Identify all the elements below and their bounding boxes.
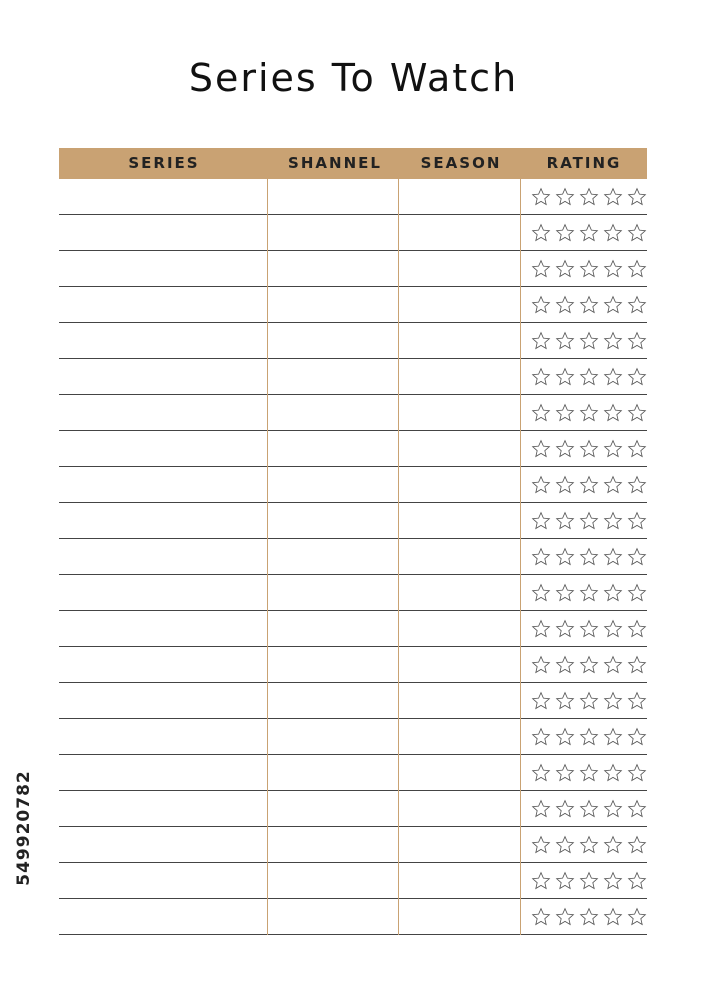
star-icon[interactable]: [627, 295, 647, 315]
star-icon[interactable]: [555, 367, 575, 387]
star-icon[interactable]: [627, 907, 647, 927]
watermark-id: 549920782: [14, 770, 34, 886]
table-body: [59, 179, 647, 935]
star-icon[interactable]: [627, 403, 647, 423]
star-icon[interactable]: [579, 727, 599, 747]
star-icon[interactable]: [579, 871, 599, 891]
table-row: [59, 863, 647, 899]
star-icon[interactable]: [579, 763, 599, 783]
star-icon[interactable]: [531, 223, 551, 243]
star-icon[interactable]: [579, 403, 599, 423]
star-icon[interactable]: [555, 799, 575, 819]
star-icon[interactable]: [531, 367, 551, 387]
table-row: [59, 215, 647, 251]
table-row: [59, 683, 647, 719]
star-icon[interactable]: [627, 475, 647, 495]
star-icon[interactable]: [555, 619, 575, 639]
table-row: [59, 899, 647, 935]
star-icon[interactable]: [555, 511, 575, 531]
star-icon[interactable]: [603, 547, 623, 567]
star-icon[interactable]: [555, 187, 575, 207]
star-icon[interactable]: [579, 295, 599, 315]
star-icon[interactable]: [579, 475, 599, 495]
star-icon[interactable]: [555, 547, 575, 567]
star-icon[interactable]: [603, 367, 623, 387]
table-row: [59, 359, 647, 395]
star-rating[interactable]: [531, 871, 647, 891]
star-icon[interactable]: [579, 547, 599, 567]
star-rating[interactable]: [531, 439, 647, 459]
star-rating[interactable]: [531, 835, 647, 855]
star-icon[interactable]: [627, 691, 647, 711]
star-icon[interactable]: [531, 511, 551, 531]
star-icon[interactable]: [555, 907, 575, 927]
star-icon[interactable]: [603, 619, 623, 639]
star-rating[interactable]: [531, 259, 647, 279]
star-rating[interactable]: [531, 511, 647, 531]
star-icon[interactable]: [603, 655, 623, 675]
star-rating[interactable]: [531, 295, 647, 315]
table-row: [59, 647, 647, 683]
series-table: [59, 148, 647, 935]
star-icon[interactable]: [531, 871, 551, 891]
star-icon[interactable]: [579, 367, 599, 387]
table-row: [59, 791, 647, 827]
star-icon[interactable]: [627, 655, 647, 675]
table-row: [59, 323, 647, 359]
table-row: [59, 611, 647, 647]
star-icon[interactable]: [603, 187, 623, 207]
star-icon[interactable]: [531, 763, 551, 783]
star-icon[interactable]: [579, 835, 599, 855]
star-icon[interactable]: [531, 835, 551, 855]
star-icon[interactable]: [579, 331, 599, 351]
header-rating: RATING: [546, 154, 622, 172]
star-icon[interactable]: [603, 727, 623, 747]
star-icon[interactable]: [555, 295, 575, 315]
star-icon[interactable]: [531, 691, 551, 711]
star-icon[interactable]: [531, 439, 551, 459]
star-icon[interactable]: [555, 727, 575, 747]
star-icon[interactable]: [531, 475, 551, 495]
star-icon[interactable]: [531, 907, 551, 927]
star-icon[interactable]: [531, 295, 551, 315]
star-icon[interactable]: [603, 907, 623, 927]
star-icon[interactable]: [579, 583, 599, 603]
star-icon[interactable]: [603, 511, 623, 531]
table-row: [59, 287, 647, 323]
star-icon[interactable]: [579, 259, 599, 279]
star-rating[interactable]: [531, 655, 647, 675]
star-icon[interactable]: [603, 583, 623, 603]
star-icon[interactable]: [531, 655, 551, 675]
star-rating[interactable]: [531, 763, 647, 783]
page-title: Series To Watch: [188, 56, 519, 100]
star-rating[interactable]: [531, 691, 647, 711]
star-icon[interactable]: [531, 259, 551, 279]
star-icon[interactable]: [531, 727, 551, 747]
star-icon[interactable]: [627, 439, 647, 459]
star-icon[interactable]: [627, 835, 647, 855]
star-icon[interactable]: [627, 511, 647, 531]
star-icon[interactable]: [627, 799, 647, 819]
star-icon[interactable]: [627, 367, 647, 387]
star-icon[interactable]: [555, 763, 575, 783]
star-icon[interactable]: [603, 331, 623, 351]
star-rating[interactable]: [531, 583, 647, 603]
watermark: [10, 758, 38, 898]
star-icon[interactable]: [531, 799, 551, 819]
star-icon[interactable]: [603, 835, 623, 855]
star-icon[interactable]: [627, 259, 647, 279]
star-icon[interactable]: [579, 907, 599, 927]
star-rating[interactable]: [531, 331, 647, 351]
star-icon[interactable]: [531, 547, 551, 567]
table-row: [59, 395, 647, 431]
star-icon[interactable]: [627, 871, 647, 891]
star-rating[interactable]: [531, 799, 647, 819]
star-icon[interactable]: [579, 691, 599, 711]
table-header: [59, 148, 647, 179]
star-icon[interactable]: [555, 871, 575, 891]
star-icon[interactable]: [531, 583, 551, 603]
star-icon[interactable]: [555, 439, 575, 459]
table-row: [59, 719, 647, 755]
star-icon[interactable]: [627, 547, 647, 567]
star-icon[interactable]: [555, 403, 575, 423]
column-divider: [520, 179, 521, 935]
table-row: [59, 575, 647, 611]
table-row: [59, 431, 647, 467]
star-icon[interactable]: [579, 223, 599, 243]
star-rating[interactable]: [531, 187, 647, 207]
star-icon[interactable]: [579, 439, 599, 459]
star-icon[interactable]: [627, 619, 647, 639]
star-icon[interactable]: [603, 763, 623, 783]
star-icon[interactable]: [579, 511, 599, 531]
star-icon[interactable]: [627, 187, 647, 207]
header-series: SERIES: [128, 154, 200, 172]
star-icon[interactable]: [603, 439, 623, 459]
star-rating[interactable]: [531, 367, 647, 387]
column-divider: [267, 179, 268, 935]
star-icon[interactable]: [627, 763, 647, 783]
star-icon[interactable]: [531, 331, 551, 351]
star-icon[interactable]: [555, 583, 575, 603]
star-icon[interactable]: [603, 403, 623, 423]
star-icon[interactable]: [627, 223, 647, 243]
star-icon[interactable]: [579, 187, 599, 207]
star-rating[interactable]: [531, 619, 647, 639]
star-icon[interactable]: [555, 655, 575, 675]
table-row: [59, 251, 647, 287]
column-divider: [398, 179, 399, 935]
star-rating[interactable]: [531, 727, 647, 747]
table-row: [59, 827, 647, 863]
star-icon[interactable]: [531, 187, 551, 207]
star-rating[interactable]: [531, 223, 647, 243]
star-rating[interactable]: [531, 547, 647, 567]
star-icon[interactable]: [579, 655, 599, 675]
table-row: [59, 755, 647, 791]
star-icon[interactable]: [531, 403, 551, 423]
star-icon[interactable]: [531, 619, 551, 639]
star-icon[interactable]: [555, 331, 575, 351]
star-icon[interactable]: [603, 871, 623, 891]
star-icon[interactable]: [627, 727, 647, 747]
star-icon[interactable]: [603, 799, 623, 819]
star-rating[interactable]: [531, 403, 647, 423]
star-icon[interactable]: [555, 835, 575, 855]
star-icon[interactable]: [627, 583, 647, 603]
star-icon[interactable]: [603, 295, 623, 315]
table-row: [59, 539, 647, 575]
star-icon[interactable]: [603, 259, 623, 279]
star-icon[interactable]: [627, 331, 647, 351]
table-row: [59, 179, 647, 215]
star-icon[interactable]: [603, 691, 623, 711]
star-rating[interactable]: [531, 475, 647, 495]
star-icon[interactable]: [555, 475, 575, 495]
star-icon[interactable]: [603, 223, 623, 243]
star-icon[interactable]: [579, 619, 599, 639]
table-row: [59, 467, 647, 503]
header-season: SEASON: [420, 154, 502, 172]
star-icon[interactable]: [555, 223, 575, 243]
star-icon[interactable]: [579, 799, 599, 819]
star-icon[interactable]: [555, 691, 575, 711]
table-row: [59, 503, 647, 539]
star-icon[interactable]: [603, 475, 623, 495]
star-icon[interactable]: [555, 259, 575, 279]
star-rating[interactable]: [531, 907, 647, 927]
header-channel: SHANNEL: [288, 154, 382, 172]
